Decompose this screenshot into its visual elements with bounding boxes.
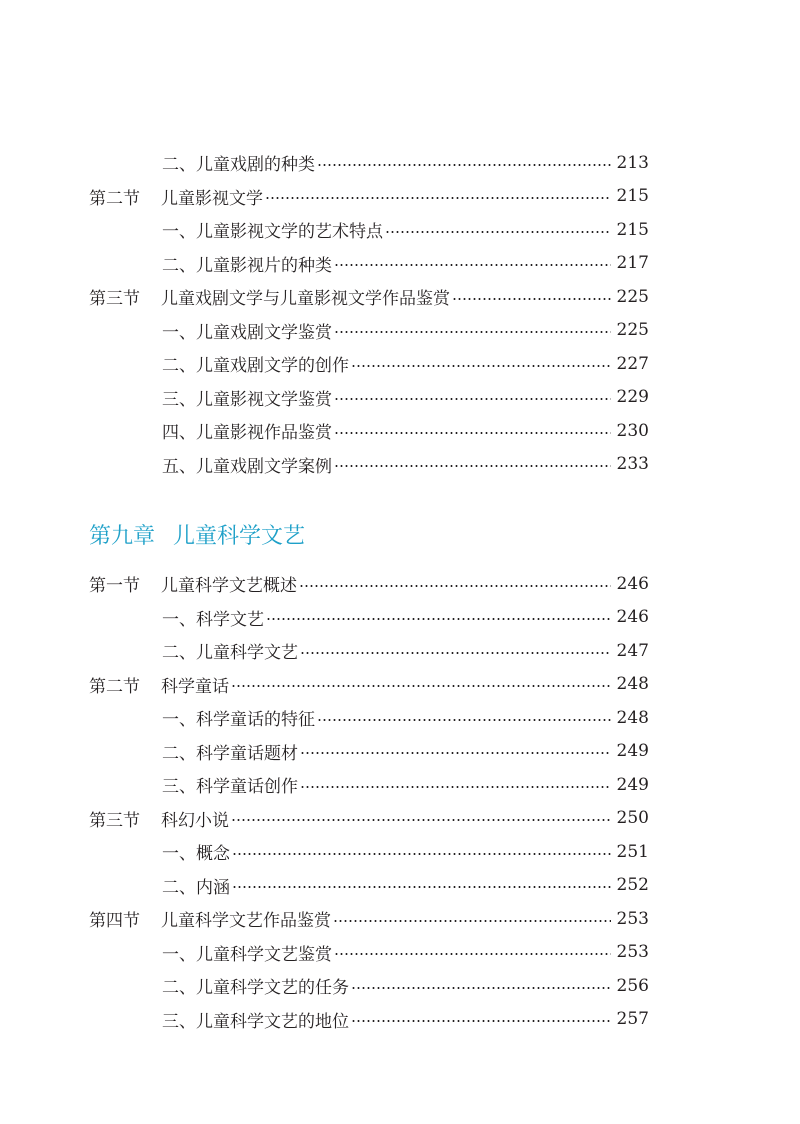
toc-subsection-entry[interactable] [0,146,800,180]
dot-leader [351,1020,611,1022]
section-number: 第二节 [89,188,140,209]
section-number: 第一节 [89,576,140,597]
page-number: 213 [616,152,649,173]
dot-leader [334,953,611,955]
entry-title: 一、儿童戏剧文学鉴赏 [162,322,332,343]
entry-title: 四、儿童影视作品鉴赏 [162,423,332,444]
toc-section-entry[interactable] [0,902,800,936]
toc-subsection-entry[interactable] [0,768,800,802]
entry-title: 儿童科学文艺作品鉴赏 [161,911,331,932]
entry-title: 三、儿童影视文学鉴赏 [162,389,332,410]
entry-title: 五、儿童戏剧文学案例 [162,456,332,477]
section-number: 第三节 [89,289,140,310]
entry-title: 二、儿童戏剧文学的创作 [162,356,349,377]
toc-subsection-entry[interactable] [0,213,800,247]
dot-leader [351,365,611,367]
toc-section-entry[interactable] [0,180,800,214]
dot-leader [265,197,611,199]
dot-leader [334,264,611,266]
page-number: 229 [616,387,649,408]
chapter-heading [89,519,305,550]
toc-section-entry[interactable] [0,567,800,601]
toc-block-previous-chapter [0,146,800,481]
toc-subsection-entry[interactable] [0,936,800,970]
toc-subsection-entry[interactable] [0,701,800,735]
dot-leader [231,685,611,687]
dot-leader [351,987,611,989]
entry-title: 一、科学文艺 [162,609,264,630]
page-number: 233 [616,454,649,475]
dot-leader [300,752,611,754]
page-number: 248 [616,674,649,695]
entry-title: 一、概念 [162,844,230,865]
page-number: 252 [616,875,649,896]
toc-subsection-entry[interactable] [0,247,800,281]
entry-title: 一、儿童影视文学的艺术特点 [162,222,383,243]
dot-leader [317,719,611,721]
page-number: 217 [616,253,649,274]
page-number: 215 [616,186,649,207]
page-number: 225 [616,286,649,307]
toc-subsection-entry[interactable] [0,869,800,903]
page-number: 225 [616,320,649,341]
page-number: 249 [616,741,649,762]
page-number: 257 [616,1009,649,1030]
section-number: 第四节 [89,911,140,932]
page-number: 227 [616,353,649,374]
entry-title: 三、科学童话创作 [162,777,298,798]
dot-leader [317,164,611,166]
dot-leader [232,886,611,888]
dot-leader [300,652,611,654]
page-number: 230 [616,420,649,441]
dot-leader [300,786,611,788]
toc-subsection-entry[interactable] [0,381,800,415]
section-number: 第二节 [89,676,140,697]
dot-leader [385,231,611,233]
entry-title: 三、儿童科学文艺的地位 [162,1011,349,1032]
page-number: 256 [616,975,649,996]
page-number: 251 [616,841,649,862]
page-number: 253 [616,908,649,929]
entry-title: 儿童影视文学 [161,188,263,209]
toc-subsection-entry[interactable] [0,601,800,635]
chapter-number: 第九章 [89,524,156,549]
toc-subsection-entry[interactable] [0,835,800,869]
entry-title: 二、儿童科学文艺的任务 [162,978,349,999]
page-number: 215 [616,219,649,240]
toc-subsection-entry[interactable] [0,634,800,668]
entry-title: 二、儿童科学文艺 [162,643,298,664]
toc-block-chapter-nine [0,567,800,1036]
page-number: 246 [616,573,649,594]
toc-subsection-entry[interactable] [0,414,800,448]
toc-subsection-entry[interactable] [0,1003,800,1037]
toc-subsection-entry[interactable] [0,347,800,381]
dot-leader [231,819,611,821]
entry-title: 二、内涵 [162,877,230,898]
entry-title: 一、科学童话的特征 [162,710,315,731]
toc-section-entry[interactable] [0,668,800,702]
toc-subsection-entry[interactable] [0,314,800,348]
toc-subsection-entry[interactable] [0,448,800,482]
section-number: 第三节 [89,810,140,831]
entry-title: 科幻小说 [161,810,229,831]
entry-title: 二、儿童戏剧的种类 [162,155,315,176]
page-number: 247 [616,640,649,661]
entry-title: 二、儿童影视片的种类 [162,255,332,276]
page-number: 246 [616,607,649,628]
toc-section-entry[interactable] [0,280,800,314]
dot-leader [334,465,611,467]
entry-title: 科学童话 [161,676,229,697]
dot-leader [266,618,611,620]
entry-title: 二、科学童话题材 [162,743,298,764]
dot-leader [452,298,611,300]
toc-section-entry[interactable] [0,802,800,836]
entry-title: 儿童戏剧文学与儿童影视文学作品鉴赏 [161,289,450,310]
page-number: 253 [616,942,649,963]
dot-leader [232,853,611,855]
chapter-title: 儿童科学文艺 [173,524,306,549]
dot-leader [333,920,611,922]
page-number: 249 [616,774,649,795]
dot-leader [299,585,611,587]
page-number: 248 [616,707,649,728]
dot-leader [334,432,611,434]
page-number: 250 [616,808,649,829]
dot-leader [334,398,611,400]
entry-title: 一、儿童科学文艺鉴赏 [162,944,332,965]
entry-title: 儿童科学文艺概述 [161,576,297,597]
toc-subsection-entry[interactable] [0,735,800,769]
dot-leader [334,331,611,333]
toc-subsection-entry[interactable] [0,969,800,1003]
